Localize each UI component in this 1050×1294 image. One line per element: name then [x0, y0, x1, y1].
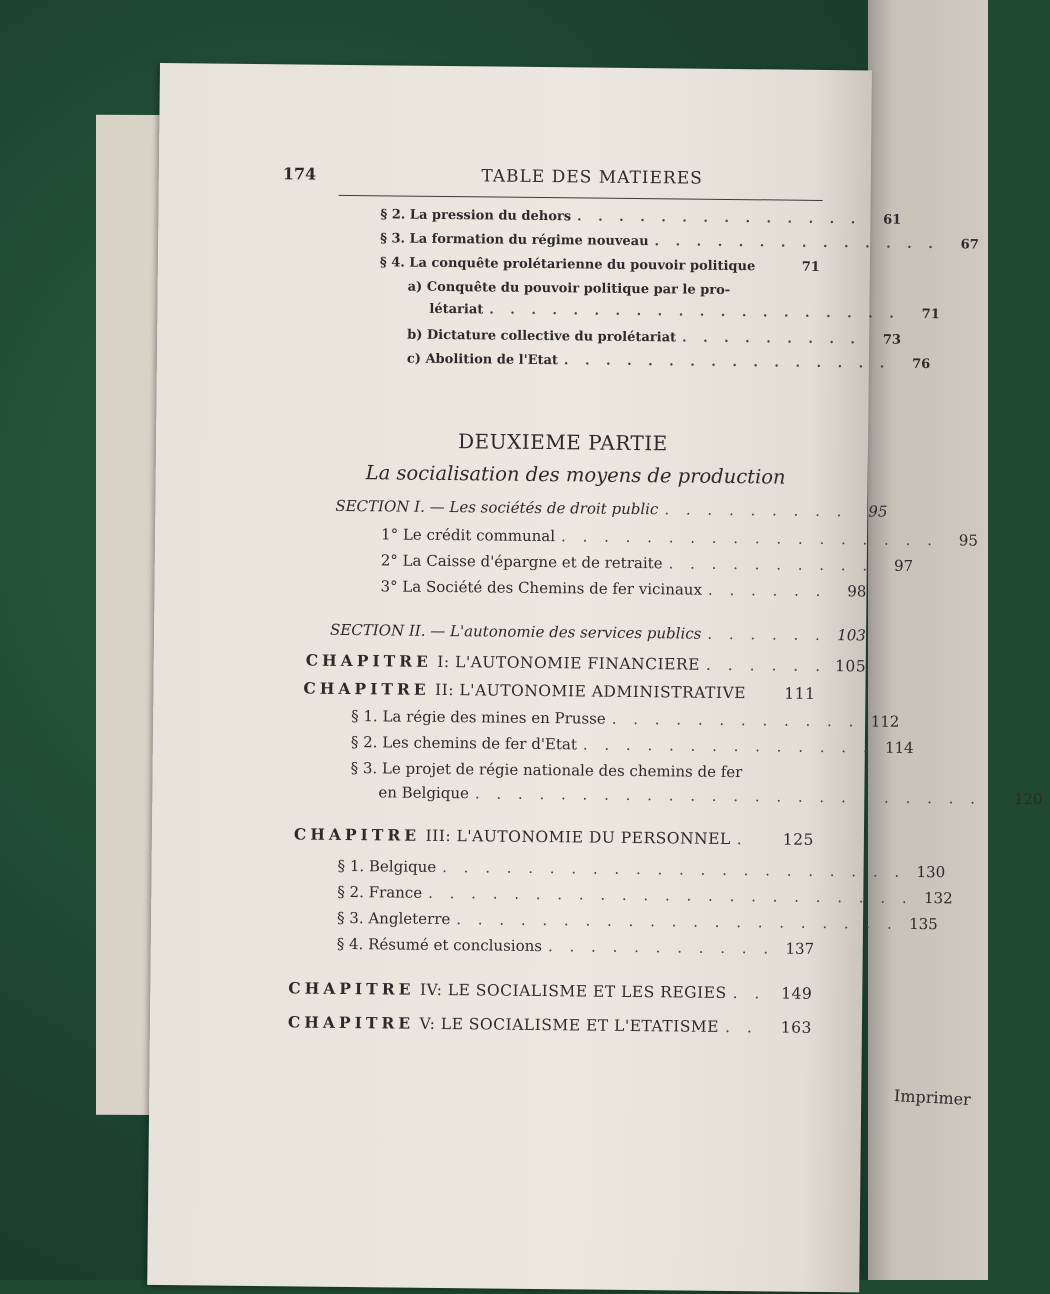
toc-entry: c) Abolition de l'Etat . . . . . . . . . . . . . . . . 76	[406, 351, 931, 373]
toc-entry: b) Dictature collective du prolétariat . . . . . . . . . 73	[407, 327, 902, 348]
chapter-entry: CHAPITRE II: L'AUTONOMIE ADMINISTRATIVE 111	[303, 678, 816, 703]
part-subtitle: La socialisation des moyens de production	[365, 461, 786, 489]
toc-entry: 1° Le crédit communal . . . . . . . . . . . . . . . . . . 95	[380, 525, 979, 550]
running-title: TABLE DES MATIERES	[481, 166, 703, 189]
toc-entry: § 1. La régie des mines en Prusse . . . . . . . . . . . . 112	[351, 707, 900, 731]
toc-entry: 3° La Société des Chemins de fer vicinaux . . . . . . 98	[380, 577, 867, 601]
toc-entry: § 2. La pression du dehors . . . . . . . . . . . . . . 61	[380, 207, 902, 228]
chapter-entry: CHAPITRE III: L'AUTONOMIE DU PERSONNEL . 125	[293, 824, 814, 849]
toc-entry: § 3. Le projet de régie nationale des chemins de fer	[350, 759, 743, 782]
facing-page-text: Imprimer	[893, 1086, 972, 1109]
page-header	[283, 164, 823, 190]
part-title: DEUXIEME PARTIE	[457, 429, 668, 456]
chapter-entry: CHAPITRE IV: LE SOCIALISME ET LES REGIES . . 149	[288, 978, 813, 1003]
section-entry: SECTION I. — Les sociétés de droit public . . . . . . . . . 95	[335, 496, 888, 521]
toc-entry: § 1. Belgique . . . . . . . . . . . . . . . . . . . . . . 130	[337, 856, 946, 882]
section-entry: SECTION II. — L'autonomie des services publics . . . . . . 103	[329, 620, 866, 645]
chapter-entry: CHAPITRE V: LE SOCIALISME ET L'ETATISME . . 163	[287, 1012, 813, 1037]
toc-entry: § 4. Résumé et conclusions . . . . . . . . . . . 137	[336, 934, 815, 958]
chapter-entry: CHAPITRE I: L'AUTONOMIE FINANCIERE . . . . . . 105	[305, 650, 867, 676]
toc-entry: 2° La Caisse d'épargne et de retraite . . . . . . . . . . 97	[380, 551, 914, 575]
toc-entry: § 4. La conquête prolétarienne du pouvoir politique 71	[379, 255, 820, 275]
toc-entry: a) Conquête du pouvoir politique par le pro-	[407, 279, 731, 298]
toc-entry: § 3. Angleterre . . . . . . . . . . . . . . . . . . . . . 135	[336, 908, 938, 934]
toc-entry: létariat . . . . . . . . . . . . . . . . . . . . 71	[429, 301, 940, 323]
page-number: 174	[282, 164, 317, 184]
toc-entry: § 3. La formation du régime nouveau . . . . . . . . . . . . . . 67	[380, 231, 979, 253]
toc-entry: § 2. France . . . . . . . . . . . . . . . . . . . . . . . 132	[337, 882, 953, 908]
toc-entry: § 2. Les chemins de fer d'Etat . . . . . . . . . . . . . . 114	[350, 733, 914, 757]
header-rule	[339, 195, 823, 201]
toc-entry: en Belgique . . . . . . . . . . . . . . . . . . . . . . . . . 120	[378, 783, 1043, 809]
